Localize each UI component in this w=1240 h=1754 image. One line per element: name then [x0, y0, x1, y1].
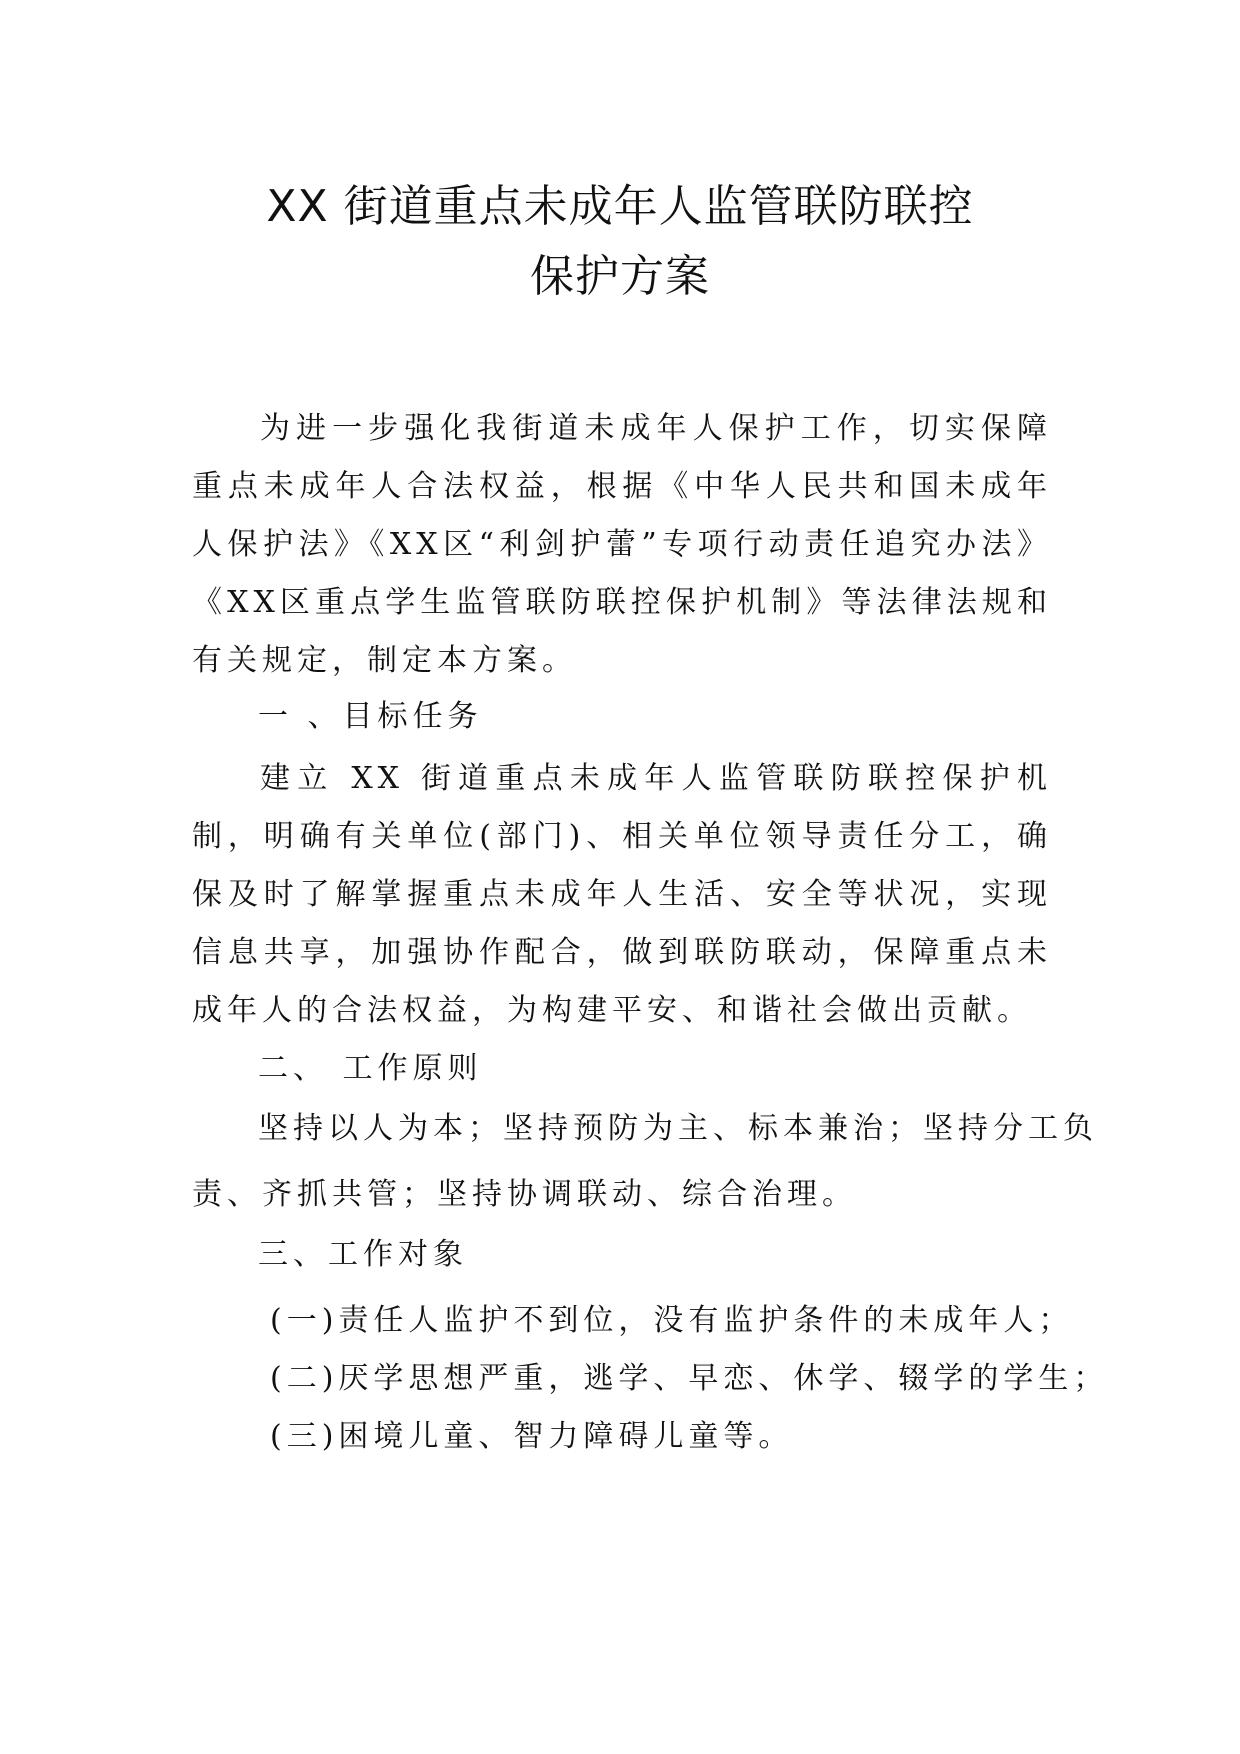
target-item-2: (二)厌学思想严重，逃学、早恋、休学、辍学的学生； [270, 1361, 1109, 1396]
intro-paragraph: 为进一步强化我街道未成年人保护工作，切实保障重点未成年人合法权益，根据《中华人民共和国未成年人保护法》《XX区“利剑护蕾”专项行动责任追究办法》《XX区重点学生监管联防联控保护机制》等法律法规和有关规定，制定本方案。 [192, 411, 1052, 678]
document-title-line2: 保护方案 [530, 251, 710, 302]
section-heading-goals: 一 、目标任务 [258, 699, 483, 734]
section-body-principles-line2: 责、齐抓共管；坚持协调联动、综合治理。 [192, 1177, 857, 1212]
section-heading-targets: 三、工作对象 [258, 1237, 468, 1272]
target-item-3: (三)困境儿童、智力障碍儿童等。 [270, 1419, 794, 1454]
section-heading-principles: 二、 工作原则 [258, 1051, 483, 1086]
section-body-goals: 建立 XX 街道重点未成年人监管联防联控保护机制，明确有关单位(部门)、相关单位领导责任分工，确保及时了解掌握重点未成年人生活、安全等状况，实现信息共享，加强协作配合，做到联防联动，保障重点未成年人的合法权益，为构建平安、和谐社会做出贡献。 [192, 761, 1052, 1028]
target-item-1: (一)责任人监护不到位，没有监护条件的未成年人； [270, 1303, 1074, 1338]
document-title-line1: XX 街道重点未成年人监管联防联控 [266, 181, 974, 232]
section-body-principles-line1: 坚持以人为本；坚持预防为主、标本兼治；坚持分工负 [258, 1111, 1098, 1146]
